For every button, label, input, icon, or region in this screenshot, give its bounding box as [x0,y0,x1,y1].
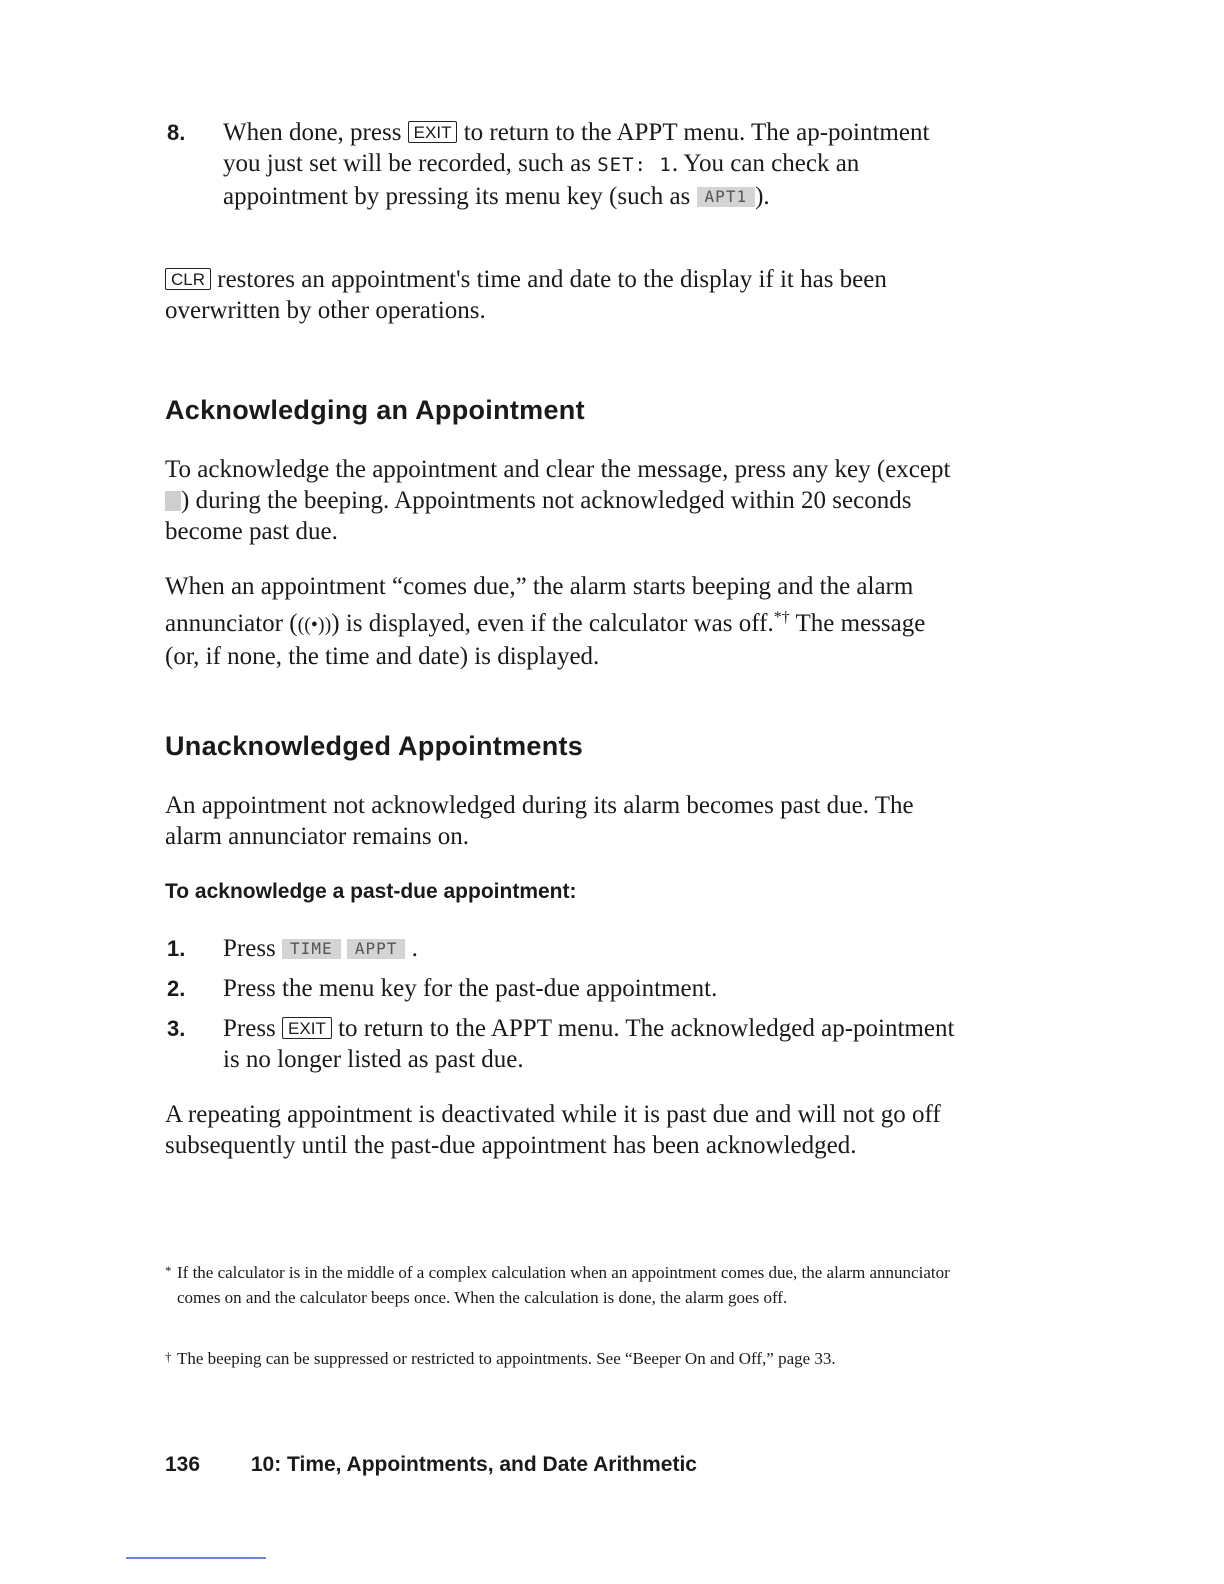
comes-due-paragraph [165,571,965,672]
step-number: 3. [167,1016,186,1041]
text-run: Press [223,935,276,962]
text-run: . [411,935,418,962]
page-footer [165,1453,697,1477]
exit-key-icon: EXIT [408,121,458,143]
section-heading-unacknowledged: Unacknowledged Appointments [165,731,584,761]
footnote-mark: * [165,1263,172,1278]
text-run: The message (or, if none, the time and date) is displayed. [165,610,926,670]
appt1-softkey-icon: APT1 [697,187,756,207]
text-run: ). [755,183,770,210]
repeating-appointment-paragraph: A repeating appointment is deactivated while it is past due and will not go off subsequently until the past-due appointment has been acknowledged. [165,1101,941,1159]
subheading-acknowledge-past-due: To acknowledge a past-due appointment: [165,880,577,903]
exit-key-icon: EXIT [282,1017,332,1039]
step-2 [165,973,965,1004]
step-text [223,933,965,964]
page-number: 136 [165,1453,201,1476]
step-number: 2. [167,976,186,1001]
clr-paragraph [165,264,965,326]
alarm-annunciator-icon: ((•)) [297,614,332,636]
step-1 [165,933,965,964]
lcd-display-text: SET: 1 [597,154,672,176]
chapter-title: 10: Time, Appointments, and Date Arithmetic [250,1453,697,1476]
footnote-dagger [165,1346,965,1371]
footnote-text: The beeping can be suppressed or restricted to appointments. See “Beeper On and Off,” page 33. [177,1349,836,1368]
step-3 [165,1013,965,1075]
text-run: Press [223,1015,276,1042]
appt-softkey-icon: APPT [347,939,406,959]
footnote-text: If the calculator is in the middle of a complex calculation when an appointment comes due, the alarm annunciator comes on and the calculator beeps once. When the calculation is done, the alarm goes off. [177,1263,950,1307]
footnote-mark: † [165,1349,172,1364]
step-number: 1. [167,936,186,961]
section-heading-acknowledging: Acknowledging an Appointment [165,395,585,425]
text-run: restores an appointment's time and date to the display if it has been overwritten by other operations. [165,266,887,324]
step-number: 8. [167,120,186,145]
text-run: ) is displayed, even if the calculator was off. [331,610,774,637]
step-text [223,1013,965,1075]
step-8 [165,117,965,212]
text-run: When an appointment “comes due,” the alarm starts beeping and the alarm annunciator ( [165,573,914,637]
text-run: When done, press [223,119,402,146]
text-run: to return to the APPT menu. The acknowledged ap-pointment is no longer listed as past due. [223,1015,955,1073]
step-text [223,117,965,212]
past-due-paragraph: An appointment not acknowledged during its alarm becomes past due. The alarm annunciator remains on. [165,792,914,850]
step-text: Press the menu key for the past-due appointment. [223,975,718,1002]
text-run: ) during the beeping. Appointments not acknowledged within 20 seconds become past due. [165,487,912,545]
clr-key-icon: CLR [165,268,211,290]
acknowledge-paragraph [165,454,965,547]
text-run: . You can check an appointment by pressing its menu key (such as [223,150,860,210]
text-run: To acknowledge the appointment and clear the message, press any key (except [165,456,951,483]
time-softkey-icon: TIME [282,939,341,959]
scan-edge-line [126,1557,266,1559]
footnote-marks: *† [773,609,790,626]
shift-key-icon [165,491,181,511]
text-run: to return to the APPT menu. The ap-pointment you just set will be recorded, such as [223,119,930,177]
footnote-asterisk [165,1260,965,1310]
